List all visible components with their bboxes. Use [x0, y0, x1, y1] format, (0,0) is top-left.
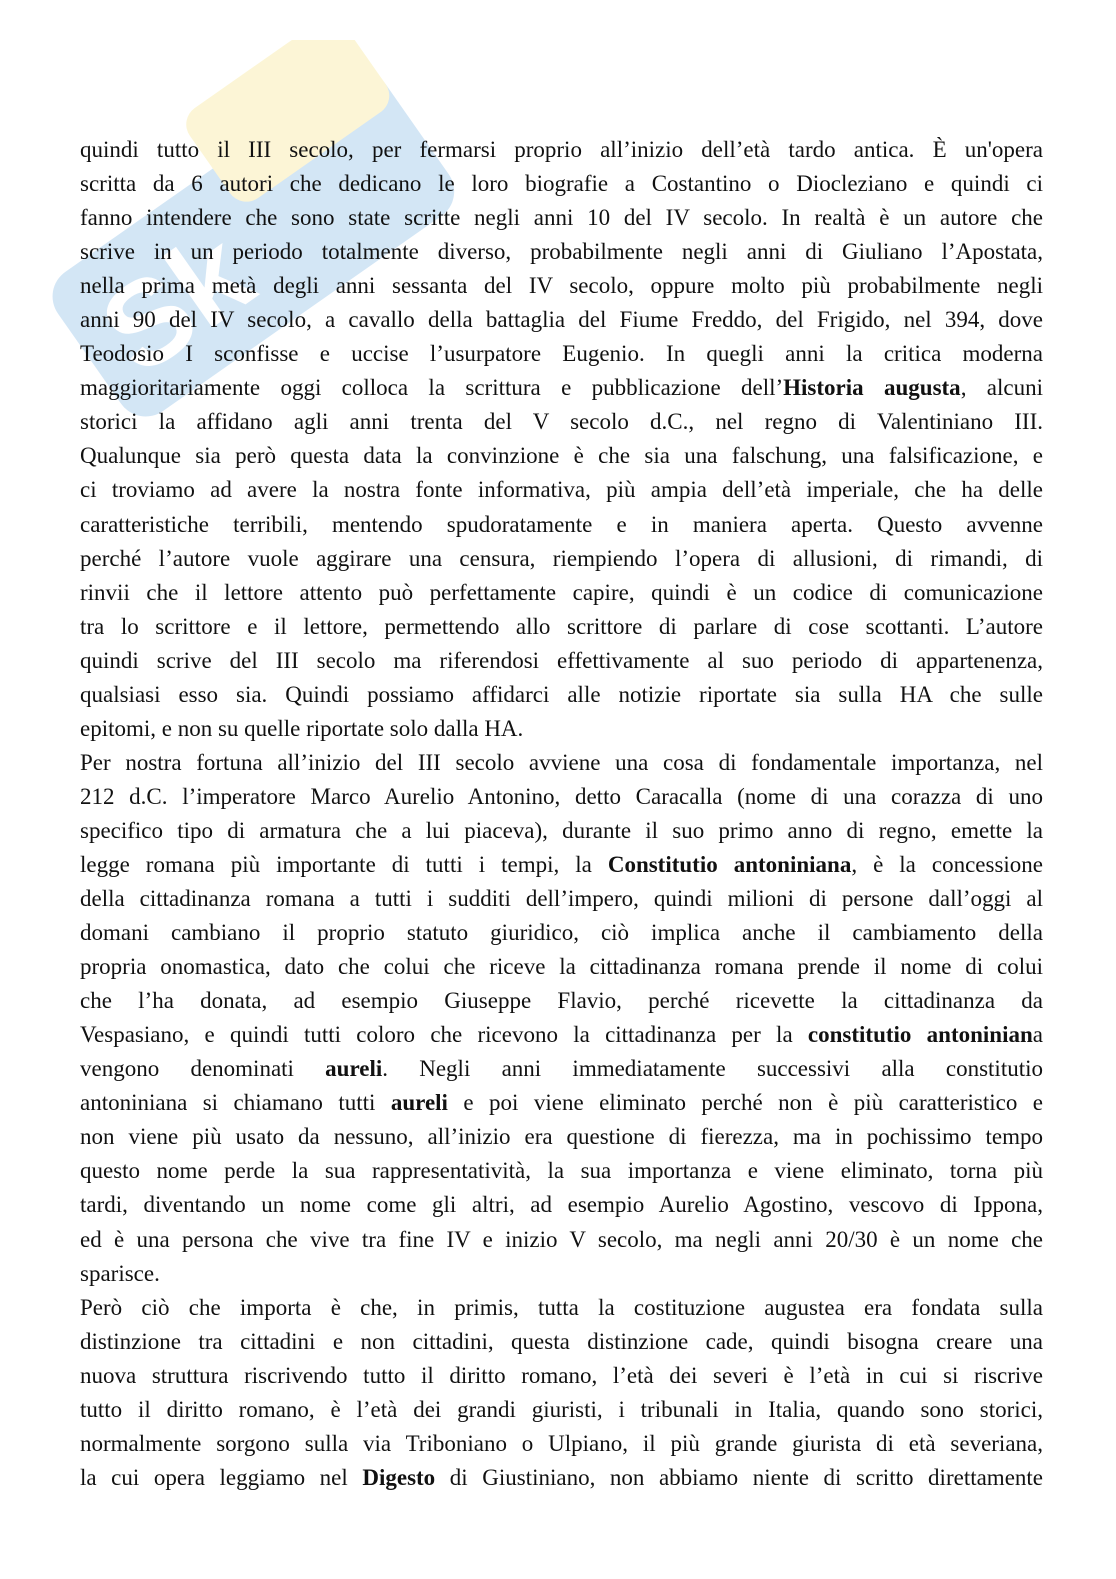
- bold-term: constitutio antoninian: [807, 1022, 1033, 1048]
- text-line: [80, 712, 1043, 746]
- text-run: quindi scrive del III secolo ma riferendosi effettivamente al suo periodo di appartenenza,: [80, 647, 1043, 673]
- text-line: [80, 1086, 1043, 1120]
- text-run: domani cambiano il proprio statuto giuridico, ciò implica anche il cambiamento della: [80, 920, 1043, 946]
- text-line: [80, 167, 1043, 201]
- svg-text:Sk: Sk: [77, 205, 276, 400]
- text-run: ci troviamo ad avere la nostra fonte informativa, più ampia dell’età imperiale, che ha delle: [80, 477, 1043, 503]
- text-run: . Negli anni immediatamente successivi alla constitutio: [382, 1056, 1043, 1082]
- text-run: maggioritariamente oggi colloca la scrittura e pubblicazione dell’: [80, 375, 784, 401]
- text-run: quindi tutto il III secolo, per fermarsi proprio all’inizio dell’età tardo antica. È un'opera: [80, 137, 1043, 162]
- text-run: che l’ha donata, ad esempio Giuseppe Flavio, perché ricevette la cittadinanza da: [80, 988, 1043, 1014]
- text-run: , alcuni: [960, 375, 1043, 401]
- text-run: qualsiasi esso sia. Quindi possiamo affidarci alle notizie riportate sia sulla HA che sulle: [80, 681, 1043, 707]
- text-run: nella prima metà degli anni sessanta del IV secolo, oppure molto più probabilmente negli: [80, 273, 1043, 299]
- text-run: storici la affidano agli anni trenta del V secolo d.C., nel regno di Valentiniano III.: [80, 409, 1043, 435]
- text-run: caratteristiche terribili, mentendo spudoratamente e in maniera aperta. Questo avvenne: [80, 511, 1043, 537]
- text-run: epitomi, e non su quelle riportate solo dalla HA.: [80, 715, 524, 741]
- text-run: Però ciò che importa è che, in primis, tutta la costituzione augustea era fondata sulla: [80, 1294, 1043, 1320]
- text-line: [80, 371, 1043, 405]
- bold-term: Digesto: [362, 1464, 436, 1490]
- text-run: legge romana più importante di tutti i tempi, la: [80, 851, 608, 877]
- text-run: scritta da 6 autori che dedicano le loro biografie a Costantino o Diocleziano e quindi ci: [80, 171, 1043, 197]
- text-run: distinzione tra cittadini e non cittadini, questa distinzione cade, quindi bisogna creare una: [80, 1328, 1043, 1354]
- text-line: [80, 473, 1043, 507]
- text-run: tardi, diventando un nome come gli altri, ad esempio Aurelio Agostino, vescovo di Ippona,: [80, 1192, 1043, 1218]
- text-run: a: [1032, 1022, 1044, 1048]
- text-line: [80, 133, 1043, 167]
- text-run: tra lo scrittore e il lettore, permettendo allo scrittore di parlare di cose scottanti. L’autore: [80, 613, 1043, 639]
- text-line: [80, 405, 1043, 439]
- text-line: [80, 1188, 1043, 1222]
- text-run: la cui opera leggiamo nel: [80, 1464, 363, 1490]
- text-run: 212 d.C. l’imperatore Marco Aurelio Antonino, detto Caracalla (nome di una corazza di uno: [80, 783, 1043, 809]
- text-line: [80, 1154, 1043, 1188]
- text-run: non viene più usato da nessuno, all’inizio era questione di fierezza, ma in pochissimo tempo: [80, 1124, 1043, 1150]
- text-line: [80, 1223, 1043, 1257]
- text-line: [80, 1461, 1043, 1495]
- document-body: [77, 133, 1044, 1495]
- text-run: Teodosio I sconfisse e uccise l’usurpatore Eugenio. In quegli anni la critica moderna: [80, 341, 1043, 367]
- text-run: propria onomastica, dato che colui che riceve la cittadinanza romana prende il nome di colui: [80, 954, 1043, 980]
- text-run: e poi viene eliminato perché non è più caratteristico e: [447, 1090, 1043, 1116]
- text-line: [80, 1052, 1043, 1086]
- text-line: [80, 916, 1043, 950]
- text-line: [80, 576, 1043, 610]
- text-line: [80, 882, 1043, 916]
- text-line: [80, 984, 1043, 1018]
- text-line: [80, 1393, 1043, 1427]
- text-run: questo nome perde la sua rappresentatività, la sua importanza e viene eliminato, torna più: [80, 1158, 1043, 1184]
- text-run: Per nostra fortuna all’inizio del III secolo avviene una cosa di fondamentale importanza, nel: [80, 749, 1043, 775]
- text-line: [80, 1359, 1043, 1393]
- text-line: [80, 235, 1043, 269]
- text-run: anni 90 del IV secolo, a cavallo della battaglia del Fiume Freddo, del Frigido, nel 394, dove: [80, 307, 1043, 333]
- text-line: [80, 508, 1043, 542]
- text-run: normalmente sorgono sulla via Triboniano o Ulpiano, il più grande giurista di età severiana,: [80, 1430, 1043, 1456]
- text-line: [80, 950, 1043, 984]
- text-run: Qualunque sia però questa data la convinzione è che sia una falschung, una falsificazione, e: [80, 443, 1043, 469]
- text-line: [80, 269, 1043, 303]
- text-line: [80, 848, 1043, 882]
- text-line: [80, 1427, 1043, 1461]
- text-line: [80, 1291, 1043, 1325]
- paragraph: [77, 133, 1043, 746]
- text-line: [80, 780, 1043, 814]
- bold-term: aureli: [325, 1056, 383, 1082]
- paragraph: [80, 1291, 1043, 1495]
- text-line: [80, 746, 1043, 780]
- text-line: [80, 439, 1043, 473]
- text-run: Vespasiano, e quindi tutti coloro che ricevono la cittadinanza per la: [80, 1022, 808, 1048]
- text-line: [80, 542, 1043, 576]
- bold-term: Historia augusta: [783, 375, 961, 401]
- text-line: [80, 644, 1043, 678]
- text-run: di Giustiniano, non abbiamo niente di scritto direttamente: [435, 1464, 1043, 1490]
- text-run: nuova struttura riscrivendo tutto il diritto romano, l’età dei severi è l’età in cui si riscrive: [80, 1362, 1043, 1388]
- text-line: [80, 678, 1043, 712]
- text-run: scrive in un periodo totalmente diverso, probabilmente negli anni di Giuliano l’Apostata,: [80, 239, 1043, 265]
- text-run: fanno intendere che sono state scritte negli anni 10 del IV secolo. In realtà è un autore che: [80, 205, 1043, 231]
- paragraph: [80, 746, 1043, 1291]
- text-run: ed è una persona che vive tra fine IV e inizio V secolo, ma negli anni 20/30 è un nome che: [80, 1226, 1043, 1252]
- text-run: tutto il diritto romano, è l’età dei grandi giuristi, i tribunali in Italia, quando sono storici,: [80, 1396, 1043, 1422]
- text-line: [80, 201, 1043, 235]
- text-line: [80, 1325, 1043, 1359]
- text-line: [80, 337, 1043, 371]
- text-run: della cittadinanza romana a tutti i sudditi dell’impero, quindi milioni di persone dall’oggi al: [80, 886, 1043, 912]
- text-line: [80, 814, 1043, 848]
- text-line: [80, 1120, 1043, 1154]
- text-run: vengono denominati: [80, 1056, 326, 1082]
- text-run: sparisce.: [80, 1260, 160, 1286]
- text-line: [80, 303, 1043, 337]
- bold-term: Constitutio antoniniana: [607, 851, 852, 877]
- text-run: perché l’autore vuole aggirare una censura, riempiendo l’opera di allusioni, di rimandi, di: [80, 545, 1043, 571]
- bold-term: aureli: [390, 1090, 448, 1116]
- text-run: , è la concessione: [851, 851, 1044, 877]
- text-line: [80, 1018, 1043, 1052]
- text-line: [80, 610, 1043, 644]
- text-run: antoniniana si chiamano tutti: [80, 1090, 391, 1116]
- text-run: rinvii che il lettore attento può perfettamente capire, quindi è un codice di comunicazione: [80, 579, 1043, 605]
- text-run: specifico tipo di armatura che a lui piaceva), durante il suo primo anno di regno, emette la: [80, 817, 1043, 843]
- text-line: [80, 1257, 1043, 1291]
